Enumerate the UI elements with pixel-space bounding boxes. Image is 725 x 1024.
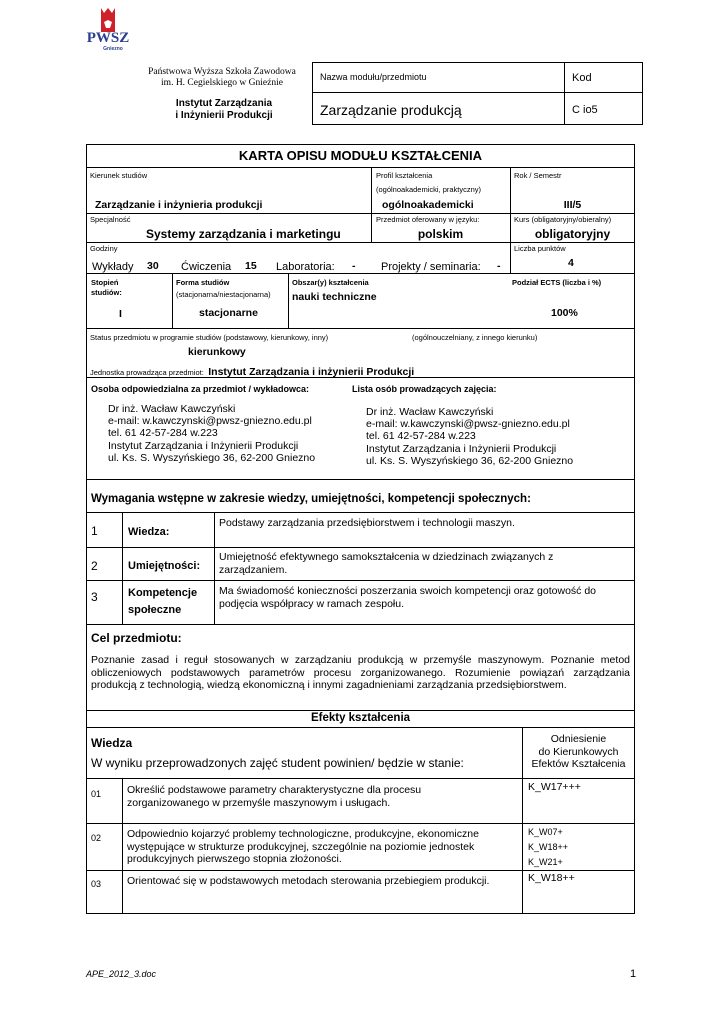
status-label: Status przedmiotu w programie studiów (podstawowy, kierunkowy, inny): [90, 333, 329, 342]
requirements-title: Wymagania wstępne w zakresie wiedzy, umiejętności, kompetencji społecznych:: [91, 493, 531, 505]
laboratoria-value: -: [352, 260, 356, 272]
kurs-label: Kurs (obligatoryjny/obieralny): [514, 215, 612, 224]
cwiczenia-value: 15: [245, 260, 257, 272]
req-label-3-line2: społeczne: [128, 604, 182, 616]
footer-filename: APE_2012_3.doc: [86, 969, 157, 979]
lista-label: Lista osób prowadzących zajęcia:: [352, 384, 497, 394]
school-name-line1: Państwowa Wyższa Szkoła Zawodowa: [148, 67, 296, 77]
lista-line-4: ul. Ks. S. Wyszyńskiego 36, 62-200 Gniezno: [366, 454, 574, 467]
osoba-label: Osoba odpowiedzialna za przedmiot / wykładowca:: [91, 384, 310, 394]
ref-header-line1: Odniesienie: [550, 733, 607, 745]
stopien-label: [91, 278, 122, 298]
req-num-3: 3: [91, 590, 98, 604]
wyklady-label: Wykłady: [92, 261, 134, 273]
kierunek-value: Zarządzanie i inżynieria produkcji: [95, 199, 263, 211]
req-text-1: Podstawy zarządzania przedsiębiorstwem i technologii maszyn.: [219, 517, 515, 529]
osoba-line-4: ul. Ks. S. Wyszyńskiego 36, 62-200 Gniezno: [108, 451, 316, 464]
req-label-2: Umiejętności:: [128, 560, 201, 572]
goal-title: Cel przedmiotu:: [91, 631, 182, 645]
jednostka-value: Instytut Zarządzania i inżynierii Produkcji: [208, 366, 415, 378]
req-num-2: 2: [91, 559, 98, 573]
school-logo: [84, 6, 132, 52]
profil-label-line2: (ogólnoakademicki, praktyczny): [376, 185, 482, 194]
jezyk-value: polskim: [417, 227, 464, 241]
institute-line2: i Inżynierii Produkcji: [175, 110, 273, 121]
effect-ref-01: K_W17+++: [528, 781, 581, 793]
lista-line-2: tel. 61 42-57-284 w.223: [366, 430, 476, 443]
osoba-line-0: Dr inż. Wacław Kawczyński: [108, 403, 236, 415]
lista-line-0: Dr inż. Wacław Kawczyński: [366, 406, 494, 418]
rok-value: III/5: [563, 199, 582, 211]
req-num-1: 1: [91, 524, 98, 538]
effect-num-01: 01: [91, 789, 102, 799]
code-label: Kod: [572, 72, 592, 84]
ref-header-line3: Efektów Kształcenia: [531, 758, 626, 770]
obszar-value: nauki techniczne: [292, 291, 377, 303]
stopien-value: I: [119, 308, 122, 320]
req-text-2: Umiejętność efektywnego samokształcenia w dziedzinach związanych z zarządzaniem.: [219, 551, 554, 576]
institute-line1: Instytut Zarządzania: [175, 98, 273, 109]
req-label-3-line1: Kompetencje: [128, 587, 198, 599]
effect-ref-02-c: K_W21+: [528, 857, 563, 867]
goal-text: Poznanie zasad i reguł stosowanych w zarządzaniu produkcją w przemyśle maszynowym. Poznanie metod obliczeniowych podstawowych parametrów procesu zorganizowanego. Rozumienie powiązań zarządzania produkcją z technologią, wiedzą ekonomiczną i innymi zagadnieniami zarządzania przedsiębiorstwem.: [91, 654, 630, 691]
obszar-label: Obszar(y) kształcenia: [292, 278, 369, 287]
punkty-value: 4: [568, 257, 574, 269]
effect-text-02: Odpowiednio kojarzyć problemy technologiczne, produkcyjne, ekonomiczne występujące w strukturze produkcyjnej, szczególnie na poziomie jednostek produkcyjnych pierwszego stopnia złożoności.: [127, 828, 479, 865]
effect-text-01: Określić podstawowe parametry charakterystyczne dla procesu zorganizowanego w przemyśle maszynowym i usługach.: [127, 784, 422, 809]
kierunek-label: Kierunek studiów: [90, 171, 148, 180]
effect-refs-02: [528, 825, 568, 870]
institute-name: [150, 98, 298, 122]
wiedza-label: Wiedza: [91, 736, 133, 750]
kurs-value: obligatoryjny: [534, 227, 611, 241]
effect-ref-03: K_W18++: [528, 872, 575, 884]
effect-text-03: Orientować się w podstawowych metodach sterowania przebiegiem produkcji.: [127, 875, 490, 887]
jezyk-label: Przedmiot oferowany w języku:: [376, 215, 480, 224]
cwiczenia-label: Ćwiczenia: [181, 261, 232, 273]
status-value: kierunkowy: [188, 346, 246, 358]
profil-label-line1: Profil kształcenia: [376, 171, 433, 180]
ects-label: Podział ECTS (liczba i %): [512, 278, 602, 287]
laboratoria-label: Laboratoria:: [276, 261, 335, 273]
status-hint: (ogólnouczelniany, z innego kierunku): [412, 333, 538, 342]
forma-label-line1: Forma studiów: [176, 278, 230, 287]
logo-subtext: Gniezno: [103, 46, 123, 52]
req-label-3: [128, 585, 197, 619]
stopien-label-line1: Stopień: [91, 278, 119, 287]
module-code: C io5: [572, 104, 598, 116]
specjalnosc-label: Specjalność: [90, 215, 131, 224]
effect-num-02: 02: [91, 833, 102, 843]
effect-ref-02-b: K_W18++: [528, 842, 569, 852]
godziny-label: Godziny: [90, 244, 118, 253]
school-name: [140, 67, 304, 89]
logo-text: PWSZ: [86, 30, 130, 46]
req-text-3: Ma świadomość konieczności poszerzania swoich kompetencji oraz gotowość do podjęcia współpracy w ramach zespołu.: [219, 585, 597, 610]
effects-intro: W wyniku przeprowadzonych zajęć student powinien/ będzie w stanie:: [91, 756, 464, 770]
profil-label: [376, 171, 481, 195]
wyklady-value: 30: [147, 260, 159, 272]
card-title: KARTA OPISU MODUŁU KSZTAŁCENIA: [238, 148, 483, 163]
osoba-line-3: Instytut Zarządzania i Inżynierii Produkcji: [108, 439, 299, 452]
projekty-value: -: [497, 260, 501, 272]
module-name: Zarządzanie produkcją: [320, 102, 462, 118]
module-label: Nazwa modułu/przedmiotu: [320, 72, 427, 82]
school-name-line2: im. H. Cegielskiego w Gnieźnie: [161, 78, 283, 88]
effect-num-03: 03: [91, 879, 102, 889]
ref-header-line2: do Kierunkowych: [538, 745, 619, 758]
ref-header: [522, 733, 635, 771]
osoba-line-2: tel. 61 42-57-284 w.223: [108, 427, 218, 440]
forma-value: stacjonarne: [199, 307, 258, 319]
effects-title: Efekty kształcenia: [310, 712, 411, 724]
punkty-label: Liczba punktów: [514, 244, 566, 253]
projekty-label: Projekty / seminaria:: [381, 261, 481, 273]
req-label-1: Wiedza:: [128, 526, 170, 538]
footer-page-number: 1: [630, 968, 637, 980]
osoba-line-1: e-mail: w.kawczynski@pwsz-gniezno.edu.pl: [108, 415, 312, 428]
lista-line-1: e-mail: w.kawczynski@pwsz-gniezno.edu.pl: [366, 418, 570, 431]
profil-value: ogólnoakademicki: [382, 199, 474, 211]
osoba-details: [108, 403, 315, 464]
jednostka-label: Jednostka prowadząca przedmiot:: [90, 368, 204, 377]
lista-details: [366, 406, 573, 467]
rok-label: Rok / Semestr: [514, 171, 562, 180]
lista-line-3: Instytut Zarządzania i Inżynierii Produkcji: [366, 442, 557, 455]
forma-label: [176, 278, 271, 300]
specjalnosc-value: Systemy zarządzania i marketingu: [146, 227, 341, 241]
forma-label-line2: (stacjonarna/niestacjonarna): [176, 290, 271, 299]
effect-ref-02-a: K_W07+: [528, 827, 563, 837]
stopien-label-line2: studiów:: [91, 288, 122, 297]
ects-value: 100%: [551, 307, 578, 319]
